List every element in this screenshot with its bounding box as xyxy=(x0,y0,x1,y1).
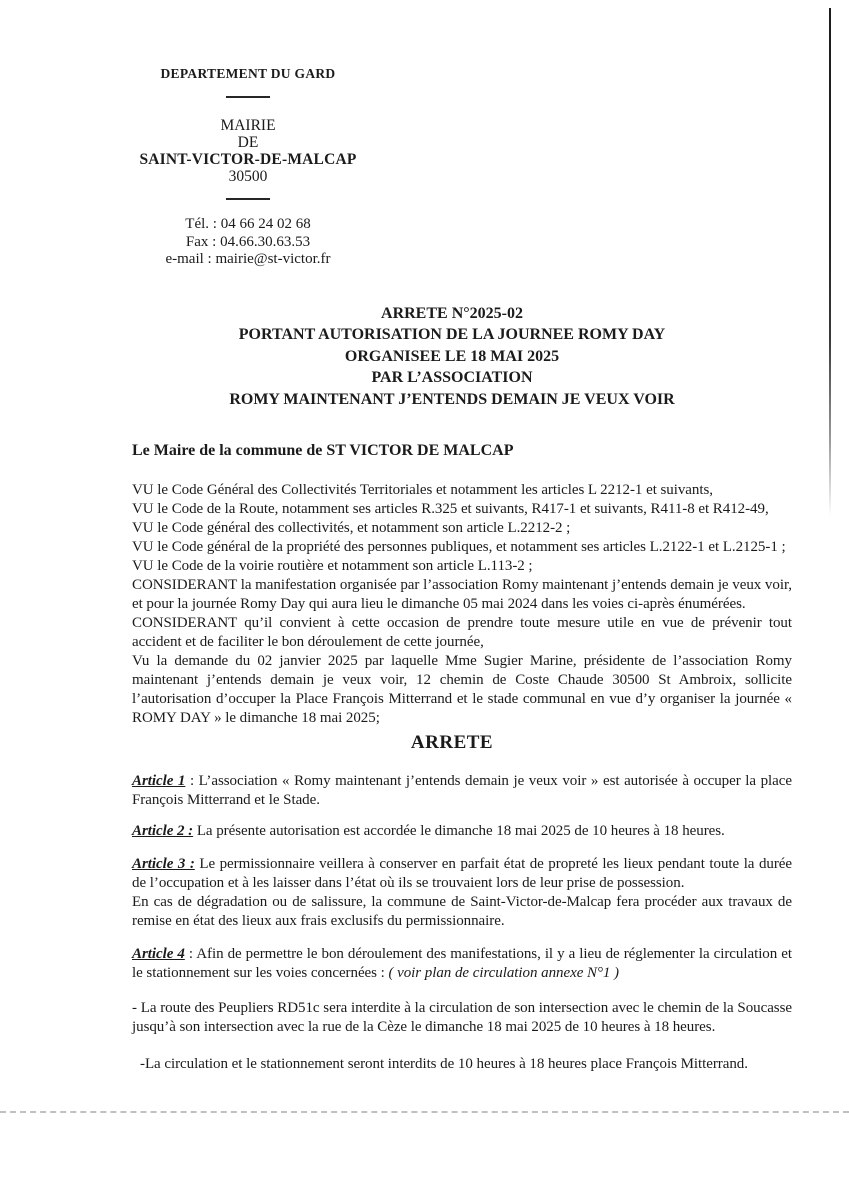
article-4 xyxy=(132,945,792,983)
article-1 xyxy=(132,772,792,810)
recital: VU le Code de la voirie routière et notamment son article L.113-2 ; xyxy=(132,558,533,574)
contact-block xyxy=(132,216,364,269)
recital: CONSIDERANT la manifestation organisée par l’association Romy maintenant j’entends demain je veux voir, et pour la journée Romy Day qui aura lieu le dimanche 05 mai 2024 dans les voies ci-après énumérées. xyxy=(132,577,792,612)
article-4-label: Article 4 xyxy=(132,946,185,962)
decree-number: ARRETE N°2025-02 xyxy=(381,304,523,322)
decree-title-line: ROMY MAINTENANT J’ENTENDS DEMAIN JE VEUX VOIR xyxy=(229,390,675,408)
decree-title-line: PORTANT AUTORISATION DE LA JOURNEE ROMY DAY xyxy=(238,326,666,343)
letterhead-divider-bottom xyxy=(226,198,270,200)
arrete-heading: ARRETE xyxy=(410,732,494,753)
municipality-block xyxy=(132,117,364,185)
recital: CONSIDERANT qu’il convient à cette occasion de prendre toute mesure utile en vue de prévenir tout accident et de faciliter le bon déroulement de cette journée, xyxy=(132,615,792,650)
article-4-text: Afin de permettre le bon déroulement des manifestations, il y a lieu de réglementer la circulation et le stationnement sur les voies concernées : xyxy=(132,946,792,981)
mayor-intro: Le Maire de la commune de ST VICTOR DE MALCAP xyxy=(132,442,514,459)
department-name: DEPARTEMENT DU GARD xyxy=(160,66,336,81)
document-content xyxy=(132,0,792,1074)
closure-item-2: -La circulation et le stationnement seront interdits de 10 heures à 18 heures place François Mitterrand. xyxy=(140,1056,748,1072)
article-3-label: Article 3 : xyxy=(132,856,195,872)
article-1-text: L’association « Romy maintenant j’entends demain je veux voir » est autorisée à occuper la place François Mitterrand et le Stade. xyxy=(132,773,792,808)
fax-line: Fax : 04.66.30.63.53 xyxy=(185,233,311,250)
decree-title-line: PAR L’ASSOCIATION xyxy=(371,369,533,386)
postal-code: 30500 xyxy=(228,168,268,185)
recital: Vu la demande du 02 janvier 2025 par laquelle Mme Sugier Marine, présidente de l’association Romy maintenant j’entends demain je veux voir, 12 chemin de Coste Chaude 30500 St Ambroix, sollicite l’autorisation d’occuper la Place François Mitterrand et le stade communal en vue d’y organiser la journée « ROMY DAY » le dimanche 18 mai 2025; xyxy=(132,653,792,726)
recital: VU le Code général de la propriété des personnes publiques, et notamment ses articles L.2122-1 et L.2125-1 ; xyxy=(132,539,786,555)
closure-item-1: - La route des Peupliers RD51c sera interdite à la circulation de son intersection avec le chemin de la Soucasse jusqu’à son intersection avec la rue de la Cèze le dimanche 18 mai 2025 de 10 heures à 18 heures. xyxy=(132,1000,792,1035)
article-3 xyxy=(132,855,792,931)
recital: VU le Code général des collectivités, et notamment son article L.2212-2 ; xyxy=(132,520,571,536)
page-separator-dashed-line xyxy=(0,1111,849,1113)
recital: VU le Code Général des Collectivités Territoriales et notamment les articles L 2212-1 et suivants, xyxy=(132,482,713,498)
municipality-name: SAINT-VICTOR-DE-MALCAP xyxy=(139,151,357,168)
recitals xyxy=(132,481,792,728)
municipality-line: MAIRIE xyxy=(220,117,276,134)
letterhead xyxy=(132,66,364,269)
decree-title xyxy=(132,303,772,411)
email-line: e-mail : mairie@st-victor.fr xyxy=(165,251,331,267)
article-2-text: La présente autorisation est accordée le dimanche 18 mai 2025 de 10 heures à 18 heures. xyxy=(196,823,725,839)
municipality-line: DE xyxy=(237,134,259,151)
article-2 xyxy=(132,822,792,841)
article-3-text: Le permissionnaire veillera à conserver en parfait état de propreté les lieux pendant toute la durée de l’occupation et à les laisser dans l’état où ils se trouvaient lors de leur prise de possession. xyxy=(132,856,793,891)
article-1-label: Article 1 xyxy=(132,773,186,789)
letterhead-divider-top xyxy=(226,96,270,98)
decree-title-line: ORGANISEE LE 18 MAI 2025 xyxy=(344,347,560,365)
article-separator: : xyxy=(184,946,197,962)
article-2-label: Article 2 : xyxy=(132,823,194,839)
article-4-annex-note: ( voir plan de circulation annexe N°1 ) xyxy=(388,965,620,981)
road-closures xyxy=(132,999,792,1074)
article-separator: : xyxy=(185,773,199,789)
articles xyxy=(132,772,792,983)
article-3-extra-text: En cas de dégradation ou de salissure, la commune de Saint-Victor-de-Malcap fera procéder aux travaux de remise en état des lieux aux frais exclusifs du permissionnaire. xyxy=(132,894,792,929)
recital: VU le Code de la Route, notamment ses articles R.325 et suivants, R417-1 et suivants, R411-8 et R412-49, xyxy=(132,501,769,517)
phone-line: Tél. : 04 66 24 02 68 xyxy=(185,216,311,232)
scan-artifact-vertical-line xyxy=(829,8,831,516)
